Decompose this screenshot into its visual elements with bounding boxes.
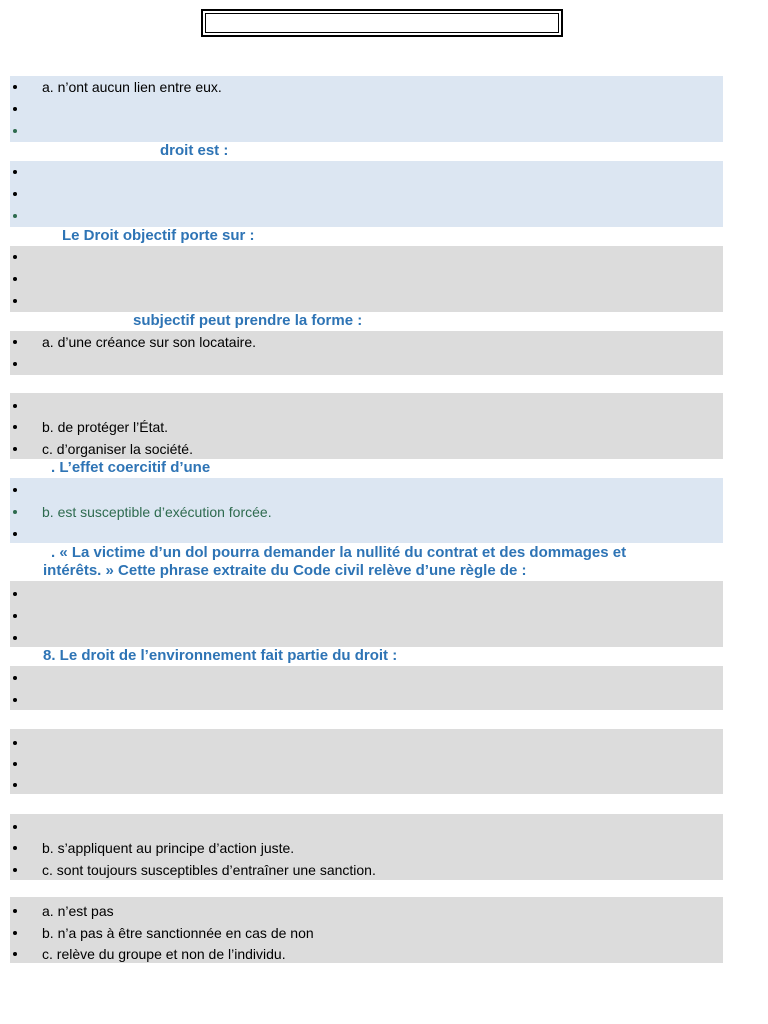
answer-block-10 bbox=[10, 814, 723, 880]
option-text: b. n’a pas à être sanctionnée en cas de non bbox=[42, 925, 314, 941]
answer-block-8 bbox=[10, 666, 723, 710]
option-text: b. est susceptible d’exécution forcée. bbox=[42, 504, 272, 520]
option-text: a. n’est pas bbox=[42, 903, 114, 919]
option-text: b. de protéger l’État. bbox=[42, 419, 169, 435]
bullet-icon bbox=[13, 362, 17, 366]
list-item bbox=[10, 922, 723, 944]
list-item bbox=[10, 183, 723, 205]
bullet-icon bbox=[13, 488, 17, 492]
document-title-box bbox=[201, 9, 563, 37]
question-heading: Le Droit objectif porte sur : bbox=[62, 227, 255, 244]
question-heading: . « La victime d’un dol pourra demander la nullité du contrat et des dommages et bbox=[51, 544, 627, 561]
answer-block-7 bbox=[10, 581, 723, 647]
bullet-icon bbox=[13, 107, 17, 111]
bullet-icon bbox=[13, 404, 17, 408]
question-heading: 8. Le droit de l’environnement fait partie du droit : bbox=[43, 647, 398, 664]
list-item bbox=[10, 98, 723, 120]
bullet-icon bbox=[13, 214, 17, 218]
list-item bbox=[10, 667, 723, 689]
answer-block-11 bbox=[10, 897, 723, 963]
answer-block-4 bbox=[10, 331, 723, 375]
answer-block-2 bbox=[10, 161, 723, 227]
list-item bbox=[10, 774, 723, 796]
list-item bbox=[10, 76, 723, 98]
bullet-icon bbox=[13, 636, 17, 640]
bullet-icon bbox=[13, 425, 17, 429]
list-item bbox=[10, 479, 723, 501]
bullet-icon bbox=[13, 783, 17, 787]
list-item bbox=[10, 605, 723, 627]
answer-block-1 bbox=[10, 76, 723, 142]
list-item bbox=[10, 331, 723, 353]
answer-block-3 bbox=[10, 246, 723, 312]
bullet-icon bbox=[13, 299, 17, 303]
list-item bbox=[10, 290, 723, 312]
bullet-icon bbox=[13, 868, 17, 872]
bullet-icon bbox=[13, 676, 17, 680]
bullet-icon bbox=[13, 170, 17, 174]
option-text: a. d’une créance sur son locataire. bbox=[42, 334, 257, 350]
answer-block-6 bbox=[10, 478, 723, 543]
question-heading: . L’effet coercitif d’une bbox=[51, 459, 211, 476]
list-item bbox=[10, 120, 723, 142]
question-heading: subjectif peut prendre la forme : bbox=[133, 312, 363, 329]
list-item bbox=[10, 523, 723, 545]
list-item bbox=[10, 583, 723, 605]
list-item bbox=[10, 438, 723, 460]
list-item bbox=[10, 416, 723, 438]
bullet-icon bbox=[13, 592, 17, 596]
bullet-icon bbox=[13, 255, 17, 259]
list-item bbox=[10, 161, 723, 183]
list-item bbox=[10, 900, 723, 922]
list-item bbox=[10, 943, 723, 965]
bullet-icon bbox=[13, 741, 17, 745]
answer-block-5 bbox=[10, 393, 723, 459]
bullet-icon bbox=[13, 762, 17, 766]
list-item bbox=[10, 501, 723, 523]
list-item bbox=[10, 205, 723, 227]
list-item bbox=[10, 753, 723, 775]
option-text: a. n’ont aucun lien entre eux. bbox=[42, 79, 222, 95]
bullet-icon bbox=[13, 340, 17, 344]
list-item bbox=[10, 627, 723, 649]
list-item bbox=[10, 732, 723, 754]
question-heading: intérêts. » Cette phrase extraite du Code civil relève d’une règle de : bbox=[43, 562, 527, 579]
list-item bbox=[10, 353, 723, 375]
bullet-icon bbox=[13, 952, 17, 956]
bullet-icon bbox=[13, 192, 17, 196]
list-item bbox=[10, 859, 723, 881]
bullet-icon bbox=[13, 447, 17, 451]
list-item bbox=[10, 837, 723, 859]
bullet-icon bbox=[13, 931, 17, 935]
list-item bbox=[10, 689, 723, 711]
bullet-icon bbox=[13, 510, 17, 514]
bullet-icon bbox=[13, 85, 17, 89]
option-text: c. d’organiser la société. bbox=[42, 441, 193, 457]
option-text: b. s’appliquent au principe d’action juste. bbox=[42, 840, 295, 856]
bullet-icon bbox=[13, 825, 17, 829]
list-item bbox=[10, 395, 723, 417]
bullet-icon bbox=[13, 532, 17, 536]
bullet-icon bbox=[13, 698, 17, 702]
answer-block-9 bbox=[10, 729, 723, 794]
bullet-icon bbox=[13, 846, 17, 850]
list-item bbox=[10, 246, 723, 268]
question-heading: droit est : bbox=[160, 142, 229, 159]
bullet-icon bbox=[13, 909, 17, 913]
option-text: c. sont toujours susceptibles d’entraîner une sanction. bbox=[42, 862, 376, 878]
option-text: c. relève du groupe et non de l’individu. bbox=[42, 946, 286, 962]
list-item bbox=[10, 268, 723, 290]
bullet-icon bbox=[13, 129, 17, 133]
list-item bbox=[10, 816, 723, 838]
bullet-icon bbox=[13, 614, 17, 618]
bullet-icon bbox=[13, 277, 17, 281]
